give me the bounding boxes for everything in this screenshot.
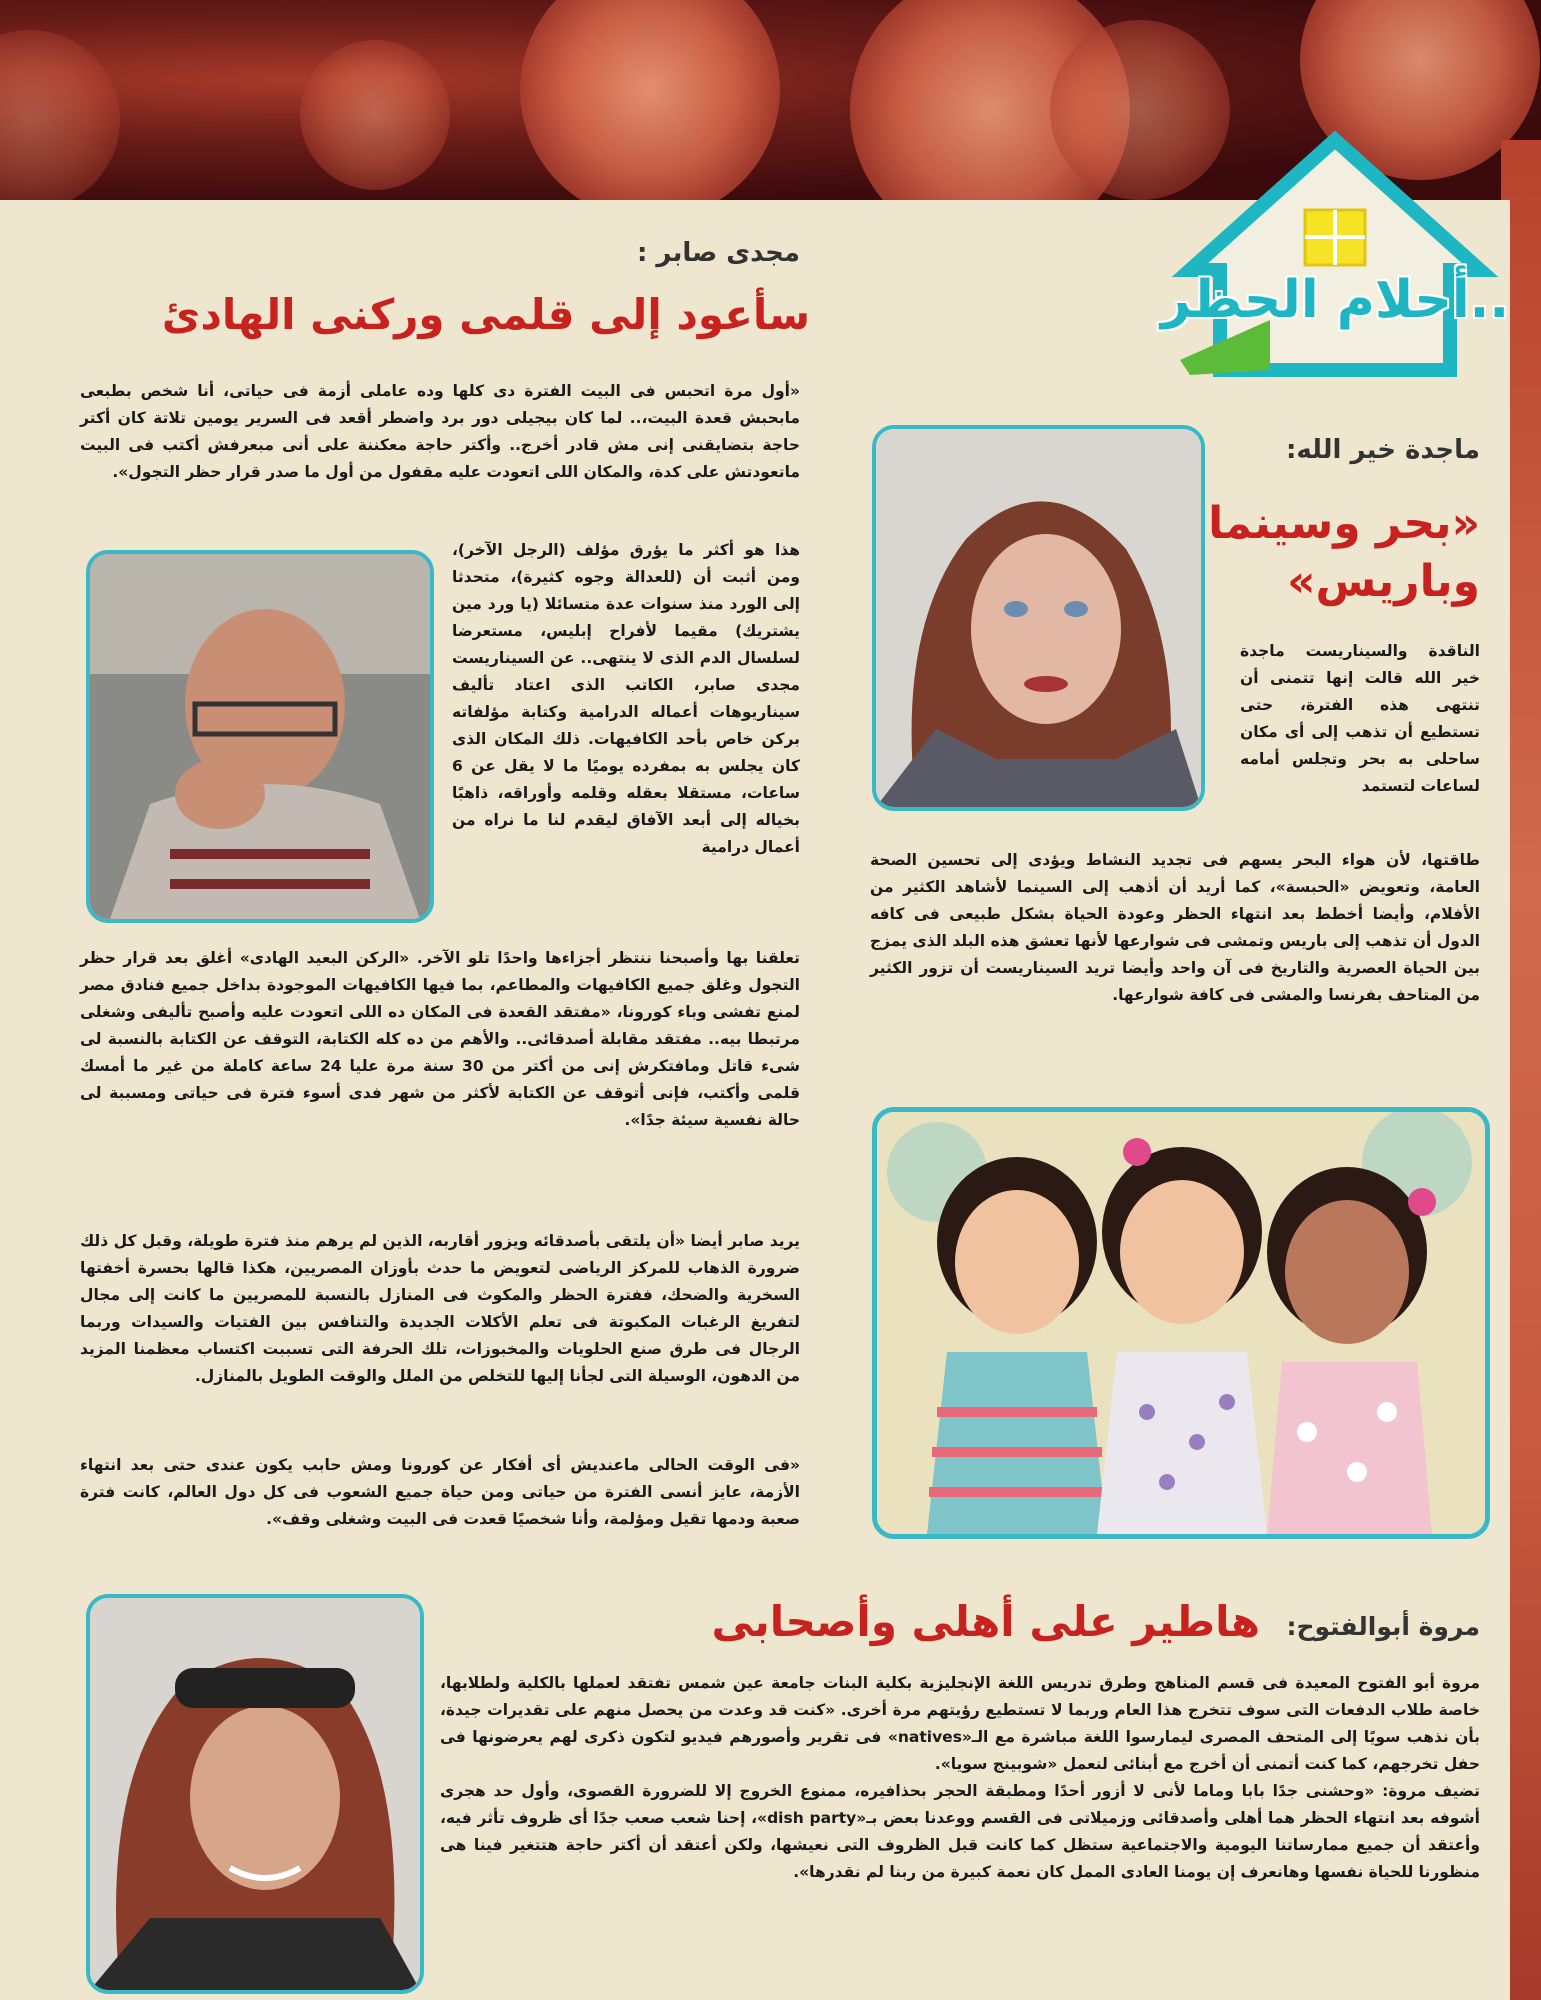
section3-title: هاطير على أهلى وأصحابى <box>711 1597 1260 1646</box>
three-girls-painting <box>872 1107 1490 1539</box>
section2-title-line1: «بحر وسينما <box>1208 498 1480 549</box>
section1-paragraph: تعلقنا بها وأصبحنا ننتظر أجزاءها واحدًا تلو الآخر. «الركن البعيد الهادى» أغلق بعد قرار حظر التجول وغلق جميع الكافيهات والمطاعم، بما فيها الكافيهات الموجودة بداخل جميع فنادق مصر لمنع تفشى وباء كورونا، «مفتقد القعدة فى المكان ده اللى اتعودت عليه وأصبح تأليفى وشغلى مرتبطا بيه.. مفتقد مقابلة أصدقائى.. والأهم من ده كله الكتابة، التوقف عن الكتابة بالنسبة لى شىء قاتل ومافتكرش إنى من أكتر من 30 سنة مرة عليا 24 ساعة كاملة من غير ما أمسك قلمى وأكتب، فإنى أتوقف عن الكتابة لأكثر من شهر فدى أسوء فترة فى حياتى ومسببة لى حالة نفسية سيئة جدًا». <box>80 949 800 1129</box>
section3-paragraph-1: مروة أبو الفتوح المعيدة فى قسم المناهج وطرق تدريس اللغة الإنجليزية بكلية البنات جامعة عين شمس تفتقد لعملها بالكلية ولطلابها، خاصة طلاب الدفعات التى سوف تتخرج هذا العام وربما لا تستطيع رؤيتهم مرة أخرى. «كنت قد وعدت من يحصل منهم على تقديرات جيدة، بأن نذهب سويًا إلى المتحف المصرى ليمارسوا اللغة مباشرة مع الـ«natives» فى تقرير وأصورهم فيديو لتكون ذكرى لهم يعرضونها فى حفل تخرجهم، كما كنت أتمنى أن أخرج مع أبنائى لنعمل «شوبينج سويا». <box>440 1674 1481 1773</box>
section1-kicker: مجدى صابر : <box>636 238 800 268</box>
marwa-abu-elfotouh-photo <box>86 1594 424 1994</box>
section1-column: هذا هو أكثر ما يؤرق مؤلف (الرجل الآخر)، ومن أثبت أن (للعدالة وجوه كثيرة)، متحدثا إلى الورد منذ سنوات عدة متسائلا (يا ورد مين يشتريك) مقيما لأفراح إبليس، مستعرضا لسلسال الدم الذى لا ينتهى.. عن السيناريست مجدى صابر، الكاتب الذى اعتاد تأليف سيناريوهات أعماله الدرامية وكتابة مؤلفاته بركن خاص بأحد الكافيهات. ذلك المكان الذى كان يجلس به بمفرده يوميًا ما لا يقل عن 6 ساعات، مستقلا بعقله وقلمه وأوراقه، ذاهبًا بخياله إلى أبعد الآفاق ليقدم لنا ما نراه من أعمال درامية <box>452 541 800 856</box>
section2-column: الناقدة والسيناريست ماجدة خير الله قالت إنها تتمنى أن تنتهى هذه الفترة، حتى تستطيع أن تذهب إلى أى مكان ساحلى به بحر وتجلس أمامه لساعات لتستمد <box>1240 642 1480 795</box>
section3-kicker: مروة أبوالفتوح: <box>1286 1612 1480 1641</box>
house-logo <box>1150 120 1520 380</box>
section2-paragraph: طاقتها، لأن هواء البحر يسهم فى تجديد النشاط ويؤدى إلى تحسين الصحة العامة، وتعويض «الحبسة»، كما أريد أن أذهب إلى السينما لأشاهد الكثير من الأفلام، وأيضا أخطط بعد انتهاء الحظر وعودة الحياة بشكل طبيعى فى كافه الدول أن تذهب إلى باريس وتمشى فى شوارعها لأنها تعشق هذه البلد الذى يمزج بين الحياة العصرية والتاريخ فى آن واحد وأيضا تريد السيناريست أن تزور الكثير من المتاحف بفرنسا والمشى فى كافة شوارعها. <box>870 851 1480 1004</box>
section2-title-line2: وباريس» <box>1287 556 1480 607</box>
section2-title <box>1200 495 1480 611</box>
section1-title: سأعود إلى قلمى وركنى الهادئ <box>161 290 810 339</box>
magda-khairallah-photo <box>872 425 1205 811</box>
section1-paragraph-2: يريد صابر أيضا «أن يلتقى بأصدقائه ويزور أقاربه، الذين لم يرهم منذ فترة طويلة، وقبل كل ذلك ضرورة الذهاب للمركز الرياضى لتعويض ما حدث بأوزان المصريين، هكذا قالها بحسرة أخفتها السخرية والضحك، ففترة الحظر والمكوث فى المنازل بالنسبة للمصريين ما كانت إلى مجال لتفريغ الرغبات المكبوتة فى تعلم الأكلات الجديدة والتنافس بين الفتيات والسيدات وربما الرجال فى طرق صنع الحلويات والمخبوزات، تلك الحرفة التى تسببت اكتساب معظمنا المزيد من الدهون، الوسيلة التى لجأنا إليها للتخلص من الملل والوقت الطويل بالمنازل. <box>80 1232 800 1385</box>
section3-body <box>440 1670 1480 1886</box>
logo-title: أحلام الحظر.. <box>1160 270 1510 330</box>
section1-intro: «أول مرة اتحبس فى البيت الفترة دى كلها وده عاملى أزمة فى حياتى، أنا شخص بطبعى مابحبش قعدة البيت،.. لما كان بيجيلى دور برد واضطر أقعد فى السرير يومين تلاتة كان أكتر حاجة بتضايقنى إنى مش قادر أخرج.. وأكتر حاجة معكننة على أنى مبعرفش أكتب فى البيت ماتعودتش على كدة، والمكان اللى اتعودت عليه مقفول من أول ما صدر قرار حظر التجول». <box>80 382 800 481</box>
section2-kicker: ماجدة خير الله: <box>1285 435 1480 465</box>
section1-paragraph-3: «فى الوقت الحالى ماعنديش أى أفكار عن كورونا ومش حابب يكون عندى حتى بعد انتهاء الأزمة، عايز أنسى الفترة من حياتى ومن حياة جميع الشعوب فى كل دول العالم، كانت فترة صعبة ودمها تقيل ومؤلمة، وأنا شخصيًا قعدت فى البيت وشغلى وقف». <box>80 1456 800 1528</box>
magdy-saber-photo <box>86 550 434 923</box>
section3-paragraph-2: تضيف مروة: «وحشنى جدًا بابا وماما لأنى لا أزور أحدًا ومطبقة الحجر بحذافيره، ممنوع الخروج إلا للضرورة القصوى، وأول حد هجرى أشوفه بعد انتهاء الحظر هما أهلى وأصدقائى وزميلاتى فى القسم ووعدنا بعض بـ«dish party»، إحنا شعب صعب جدًا أى ظروف تأثر فيه، وأعتقد أن جميع ممارساتنا اليومية والاجتماعية ستظل كما كانت قبل الظروف التى نعيشها، ولكن أعتقد أن أكتر حاجة هتتغير فينا هى منظورنا للحياة نفسها وهانعرف إن يومنا العادى الممل كان نعمة كبيرة من ربنا لم نقدرها». <box>440 1782 1480 1881</box>
